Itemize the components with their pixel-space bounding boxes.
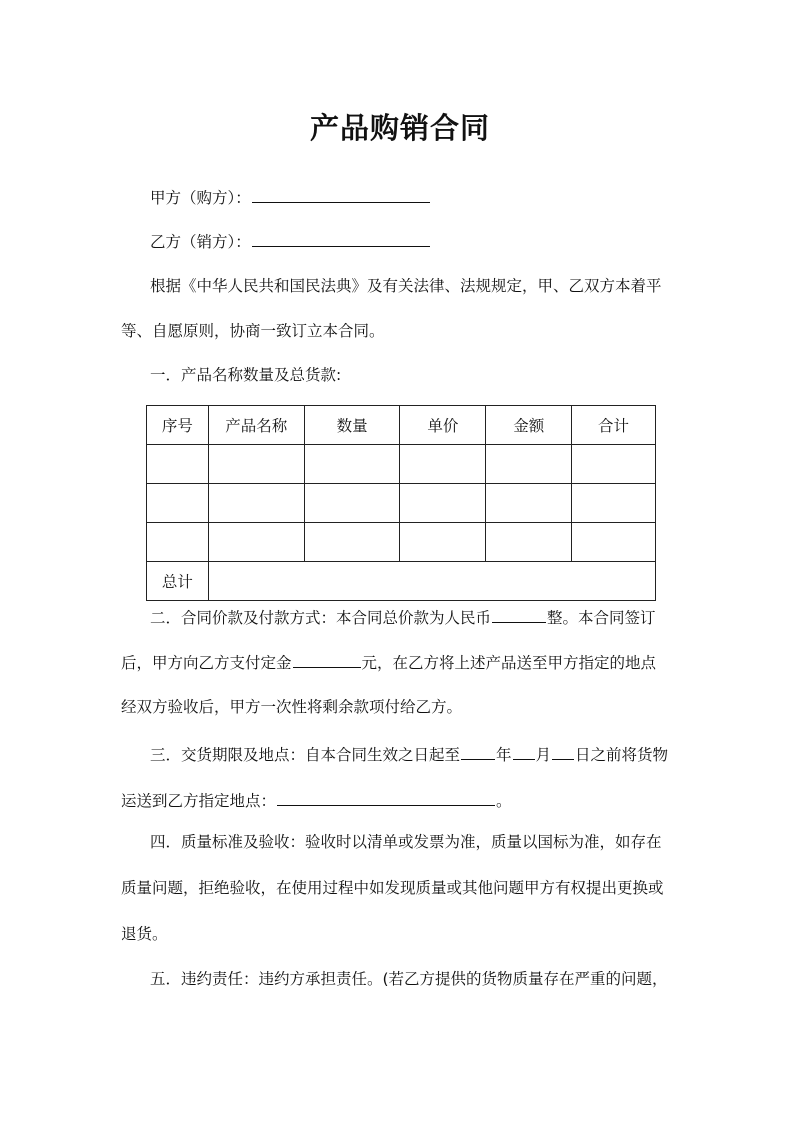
table-header-cell: 合计 — [572, 406, 656, 445]
section2-text: 后，甲方向乙方支付定金 — [121, 654, 292, 672]
section3-text: 日之前将货物 — [575, 746, 669, 764]
table-total-row — [147, 562, 656, 601]
table-header-cell: 序号 — [147, 406, 209, 445]
table-header-cell: 金额 — [486, 406, 572, 445]
table-cell[interactable] — [304, 523, 400, 562]
table-cell[interactable] — [486, 484, 572, 523]
table-cell[interactable] — [486, 445, 572, 484]
section4-line-1: 四．质量标准及验收：验收时以清单或发票为准，质量以国标为准，如存在 — [150, 833, 662, 851]
section3-line-2 — [121, 789, 512, 812]
day-blank[interactable] — [552, 743, 574, 760]
table-cell[interactable] — [400, 523, 486, 562]
total-price-blank[interactable] — [492, 606, 546, 623]
section3-text: 。 — [496, 792, 512, 810]
party-a-blank[interactable] — [252, 186, 430, 203]
page-title: 产品购销合同 — [309, 111, 490, 145]
delivery-location-blank[interactable] — [277, 789, 495, 806]
party-b-line — [150, 230, 431, 253]
section2-line-3: 经双方验收后，甲方一次性将剩余款项付给乙方。 — [121, 698, 463, 716]
section3-text: 运送到乙方指定地点： — [121, 792, 277, 810]
month-blank[interactable] — [513, 743, 535, 760]
section3-text: 三．交货期限及地点：自本合同生效之日起至 — [150, 746, 461, 764]
intro-line-2: 等、自愿原则，协商一致订立本合同。 — [121, 322, 385, 340]
table-row — [147, 484, 656, 523]
table-cell[interactable] — [400, 445, 486, 484]
table-cell[interactable] — [400, 484, 486, 523]
section3-line-1 — [150, 743, 668, 766]
table-cell[interactable] — [147, 445, 209, 484]
section3-text: 月 — [535, 746, 552, 764]
table-cell[interactable] — [208, 445, 304, 484]
table-header-cell: 数量 — [304, 406, 400, 445]
table-cell[interactable] — [304, 484, 400, 523]
table-cell[interactable] — [572, 445, 656, 484]
total-label: 总计 — [147, 562, 209, 601]
section2-text: 整。本合同签订 — [547, 609, 656, 627]
table-cell[interactable] — [572, 484, 656, 523]
party-a-label: 甲方（购方）： — [150, 189, 251, 207]
year-blank[interactable] — [461, 743, 495, 760]
section4-line-3: 退货。 — [121, 925, 168, 943]
table-cell[interactable] — [486, 523, 572, 562]
intro-line-1: 根据《中华人民共和国民法典》及有关法律、法规规定，甲、乙双方本着平 — [150, 277, 662, 295]
table-cell[interactable] — [147, 484, 209, 523]
deposit-blank[interactable] — [293, 651, 361, 668]
table-row — [147, 445, 656, 484]
section5-line-1: 五．违约责任：违约方承担责任。(若乙方提供的货物质量存在严重的问题， — [150, 970, 668, 988]
table-row — [147, 523, 656, 562]
section2-text: 元，在乙方将上述产品送至甲方指定的地点 — [361, 654, 657, 672]
total-cell[interactable] — [208, 562, 655, 601]
section2-line-1 — [150, 606, 656, 629]
table-header-row — [147, 406, 656, 445]
section2-line-2 — [121, 651, 656, 674]
table-cell[interactable] — [304, 445, 400, 484]
table-cell[interactable] — [208, 484, 304, 523]
table-header-cell: 单价 — [400, 406, 486, 445]
table-cell[interactable] — [147, 523, 209, 562]
party-b-blank[interactable] — [252, 230, 430, 247]
product-table — [146, 405, 656, 601]
section1-heading: 一．产品名称数量及总货款: — [150, 366, 342, 384]
table-header-cell: 产品名称 — [208, 406, 304, 445]
section2-text: 二．合同价款及付款方式：本合同总价款为人民币 — [150, 609, 492, 627]
party-b-label: 乙方（销方）： — [150, 233, 251, 251]
section3-text: 年 — [496, 746, 512, 764]
table-cell[interactable] — [572, 523, 656, 562]
party-a-line — [150, 186, 431, 209]
section4-line-2: 质量问题，拒绝验收，在使用过程中如发现质量或其他问题甲方有权提出更换或 — [121, 879, 664, 897]
table-cell[interactable] — [208, 523, 304, 562]
